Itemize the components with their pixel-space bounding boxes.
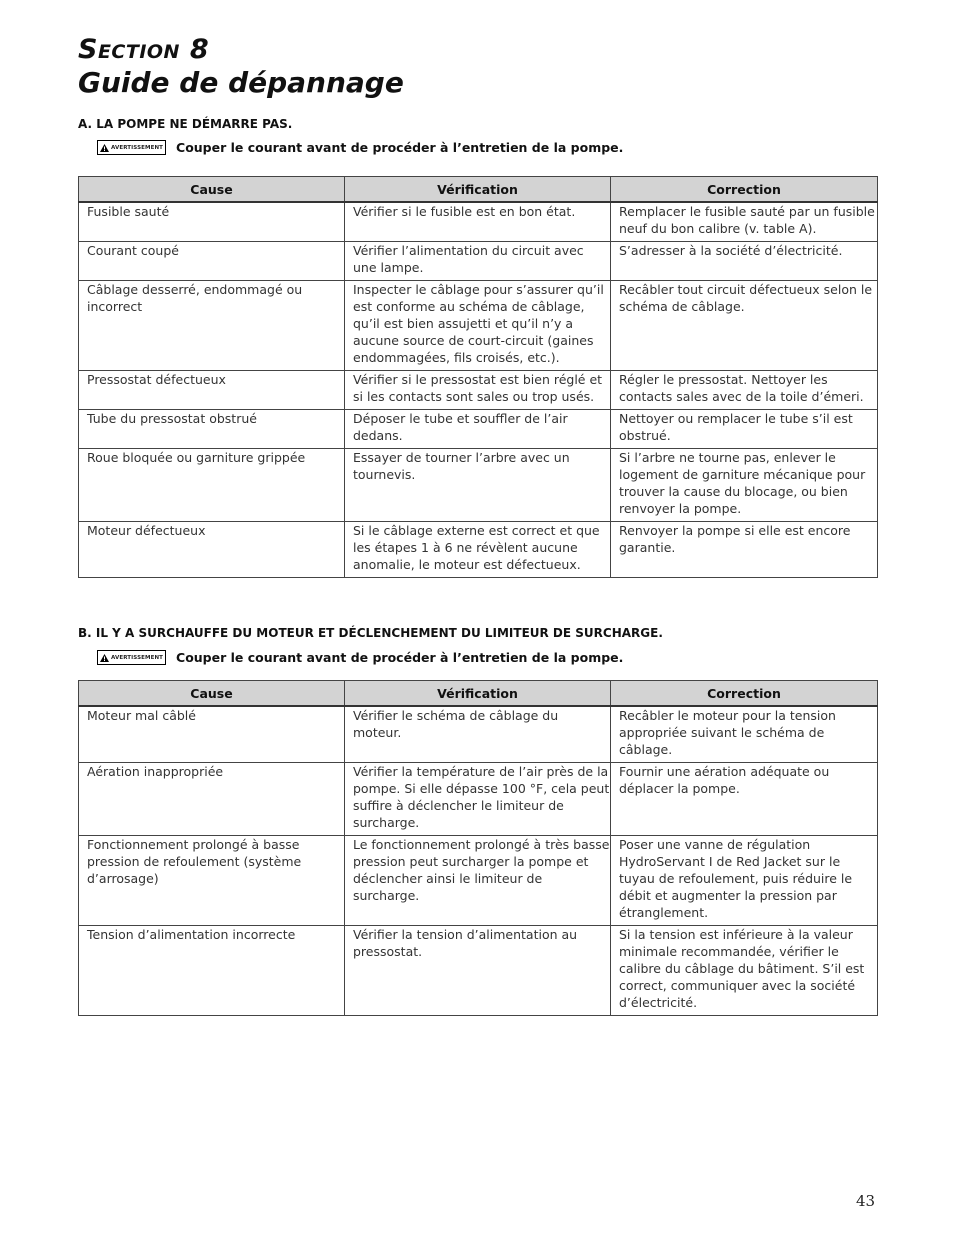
cause-cell: Câblage desserré, endommagé ou incorrect [79,281,345,371]
table-row [79,836,878,926]
page-number: 43 [856,1192,876,1210]
table-row [79,449,878,522]
cause-cell: Fonctionnement prolongé à basse pression de refoulement (système d’arrosage) [79,836,345,926]
warning-text: Couper le courant avant de procéder à l’entretien de la pompe. [176,140,624,155]
section-a-warning [97,140,623,155]
fix-cell: Recâbler le moteur pour la tension appropriée suivant le schéma de câblage. [611,706,878,763]
check-cell: Essayer de tourner l’arbre avec un tournevis. [345,449,611,522]
cause-cell: Tension d’alimentation incorrecte [79,926,345,1016]
check-cell: Vérifier la température de l’air près de la pompe. Si elle dépasse 100 °F, cela peut suffire à déclencher le limiteur de surcharge. [345,763,611,836]
table-row [79,706,878,763]
cause-cell: Aération inappropriée [79,763,345,836]
cause-cell: Roue bloquée ou garniture grippée [79,449,345,522]
fix-cell: S’adresser à la société d’électricité. [611,242,878,281]
warning-badge [97,650,166,665]
warning-text: Couper le courant avant de procéder à l’entretien de la pompe. [176,650,624,665]
warning-badge [97,140,166,155]
fix-cell: Si la tension est inférieure à la valeur minimale recommandée, vérifier le calibre du câblage du bâtiment. S’il est correct, communiquer avec la société d’électricité. [611,926,878,1016]
warning-badge-label: AVERTISSEMENT [111,144,164,151]
fix-cell: Si l’arbre ne tourne pas, enlever le logement de garniture mécanique pour trouver la cause du blocage, ou bien renvoyer la pompe. [611,449,878,522]
fix-cell: Régler le pressostat. Nettoyer les contacts sales avec de la toile d’émeri. [611,371,878,410]
cause-cell: Fusible sauté [79,202,345,242]
column-header-cause: Cause [79,177,345,203]
section-b-heading: B. IL Y A SURCHAUFFE DU MOTEUR ET DÉCLENCHEMENT DU LIMITEUR DE SURCHARGE. [78,626,663,640]
table-row [79,202,878,242]
check-cell: Déposer le tube et souffler de l’air dedans. [345,410,611,449]
table-header-row [79,177,878,203]
column-header-verification: Vérification [345,177,611,203]
table-row [79,281,878,371]
troubleshooting-table-a [78,176,878,578]
cause-cell: Tube du pressostat obstrué [79,410,345,449]
cause-cell: Pressostat défectueux [79,371,345,410]
check-cell: Le fonctionnement prolongé à très basse pression peut surcharger la pompe et déclencher ainsi le limiteur de surcharge. [345,836,611,926]
table-row [79,763,878,836]
fix-cell: Renvoyer la pompe si elle est encore garantie. [611,522,878,578]
warning-triangle-icon [100,654,109,662]
check-cell: Vérifier l’alimentation du circuit avec une lampe. [345,242,611,281]
table-row [79,410,878,449]
page-header [78,34,404,100]
table-row [79,242,878,281]
column-header-cause: Cause [79,681,345,707]
check-cell: Inspecter le câblage pour s’assurer qu’il est conforme au schéma de câblage, qu’il est bien assujetti et qu’il n’y a aucune source de court-circuit (gaines endommagées, fils croisés, etc.). [345,281,611,371]
fix-cell: Nettoyer ou remplacer le tube s’il est obstrué. [611,410,878,449]
column-header-correction: Correction [611,681,878,707]
table-row [79,926,878,1016]
check-cell: Si le câblage externe est correct et que les étapes 1 à 6 ne révèlent aucune anomalie, le moteur est défectueux. [345,522,611,578]
table-header-row [79,681,878,707]
cause-cell: Courant coupé [79,242,345,281]
cause-cell: Moteur mal câblé [79,706,345,763]
warning-triangle-icon [100,144,109,152]
check-cell: Vérifier le schéma de câblage du moteur. [345,706,611,763]
cause-cell: Moteur défectueux [79,522,345,578]
fix-cell: Poser une vanne de régulation HydroServant I de Red Jacket sur le tuyau de refoulement, puis réduire le débit et augmenter la pression par étranglement. [611,836,878,926]
column-header-verification: Vérification [345,681,611,707]
check-cell: Vérifier la tension d’alimentation au pressostat. [345,926,611,1016]
column-header-correction: Correction [611,177,878,203]
check-cell: Vérifier si le pressostat est bien réglé et si les contacts sont sales ou trop usés. [345,371,611,410]
table-row [79,522,878,578]
fix-cell: Fournir une aération adéquate ou déplacer la pompe. [611,763,878,836]
section-b-warning [97,650,623,665]
check-cell: Vérifier si le fusible est en bon état. [345,202,611,242]
troubleshooting-table-b [78,680,878,1016]
page-title: Guide de dépannage [78,66,404,99]
section-label: Section 8 [78,34,210,65]
fix-cell: Recâbler tout circuit défectueux selon le schéma de câblage. [611,281,878,371]
table-row [79,371,878,410]
fix-cell: Remplacer le fusible sauté par un fusible neuf du bon calibre (v. table A). [611,202,878,242]
section-a-heading: A. LA POMPE NE DÉMARRE PAS. [78,117,293,131]
warning-badge-label: AVERTISSEMENT [111,654,164,661]
